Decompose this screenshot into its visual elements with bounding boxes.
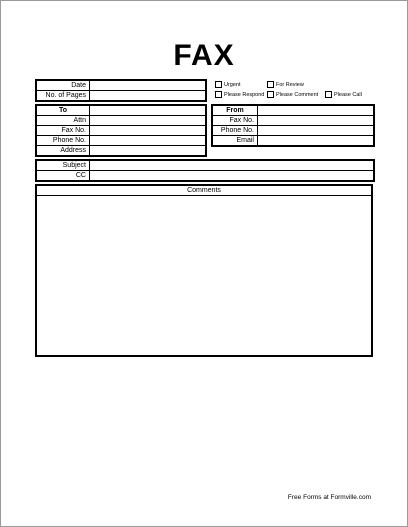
to-phone-label: Phone No. <box>36 136 90 146</box>
checkbox-label: Please Respond <box>224 91 265 98</box>
date-label: Date <box>36 80 90 91</box>
from-phone-field[interactable] <box>258 126 375 136</box>
to-table <box>35 104 207 157</box>
subject-table <box>35 159 375 182</box>
to-row-address <box>36 146 206 157</box>
checkbox-please-comment[interactable] <box>267 91 318 98</box>
to-address-field[interactable] <box>90 146 207 157</box>
to-phone-field[interactable] <box>90 136 207 146</box>
to-header-row <box>36 105 206 116</box>
comments-box <box>35 184 373 357</box>
cc-label: CC <box>36 171 90 182</box>
checkbox-please-respond[interactable] <box>215 91 264 98</box>
to-header-blank <box>90 105 207 116</box>
checkbox-please-call[interactable] <box>325 91 362 98</box>
comments-area[interactable] <box>37 196 371 354</box>
subject-field[interactable] <box>90 160 375 171</box>
from-row-phone <box>212 126 374 136</box>
checkbox-icon[interactable] <box>215 81 222 88</box>
from-row-fax <box>212 116 374 126</box>
to-attn-field[interactable] <box>90 116 207 126</box>
cc-row <box>36 171 374 182</box>
pages-row <box>36 91 206 102</box>
from-email-label: Email <box>212 136 258 147</box>
to-attn-label: Attn <box>36 116 90 126</box>
pages-field[interactable] <box>90 91 207 102</box>
checkbox-urgent[interactable] <box>215 81 241 88</box>
page-title: FAX <box>173 39 235 72</box>
checkbox-icon[interactable] <box>267 81 274 88</box>
to-address-label: Address <box>36 146 90 157</box>
date-pages-table <box>35 79 207 102</box>
footer-credit: Free Forms at Formville.com <box>287 494 371 501</box>
pages-label: No. of Pages <box>36 91 90 102</box>
checkbox-label: Please Call <box>334 91 362 98</box>
to-row-phone <box>36 136 206 146</box>
subject-label: Subject <box>36 160 90 171</box>
to-row-fax <box>36 126 206 136</box>
cc-field[interactable] <box>90 171 375 182</box>
from-fax-field[interactable] <box>258 116 375 126</box>
checkbox-icon[interactable] <box>325 91 332 98</box>
from-fax-label: Fax No. <box>212 116 258 126</box>
checkbox-icon[interactable] <box>215 91 222 98</box>
to-fax-field[interactable] <box>90 126 207 136</box>
comments-header: Comments <box>37 186 371 196</box>
date-field[interactable] <box>90 80 207 91</box>
to-row-attn <box>36 116 206 126</box>
checkbox-icon[interactable] <box>267 91 274 98</box>
from-header: From <box>212 105 258 116</box>
date-row <box>36 80 206 91</box>
from-table <box>211 104 375 147</box>
from-header-row <box>212 105 374 116</box>
checkbox-for-review[interactable] <box>267 81 304 88</box>
from-row-email <box>212 136 374 147</box>
to-header: To <box>36 105 90 116</box>
from-email-field[interactable] <box>258 136 375 147</box>
from-phone-label: Phone No. <box>212 126 258 136</box>
checkbox-label: Urgent <box>224 81 241 88</box>
checkbox-label: For Review <box>276 81 304 88</box>
from-header-blank <box>258 105 375 116</box>
subject-row <box>36 160 374 171</box>
to-fax-label: Fax No. <box>36 126 90 136</box>
checkbox-label: Please Comment <box>276 91 319 98</box>
